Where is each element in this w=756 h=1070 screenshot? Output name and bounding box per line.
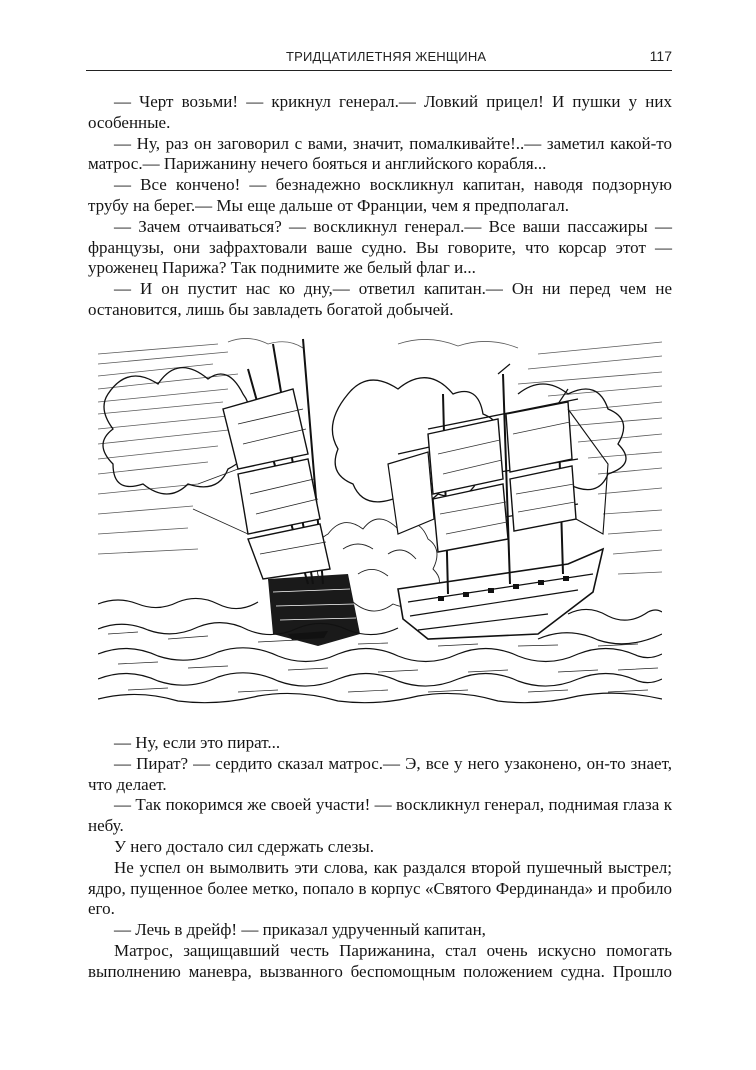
paragraph: Не успел он вымолвить эти слова, как раздался второй пушечный выстрел; ядро, пущенное более метко, попало в корпус «Святого Фердинанда» и пробило его. — [88, 857, 672, 919]
sea-hatching — [108, 632, 658, 692]
page-number: 117 — [649, 48, 672, 64]
paragraph: — Лечь в дрейф! — приказал удрученный капитан, — [114, 920, 486, 940]
paragraph: — Пират? — сердито сказал матрос.— Э, все у него узаконено, он-то знает, что делает. — [88, 753, 672, 794]
paragraph: У него достало сил сдержать слезы. — [114, 836, 374, 856]
paragraph: — Так покоримся же своей участи! — воскликнул генерал, поднимая глаза к небу. — [88, 795, 672, 836]
left-ship — [193, 339, 360, 646]
paragraph: — Все кончено! — безнадежно воскликнул капитан, наводя подзорную трубу на берег.— Мы еще дальше от Франции, чем я предполагал. — [88, 175, 672, 215]
paragraph: — Ну, если это пират... — [114, 733, 281, 752]
paragraph: — Черт возьми! — крикнул генерал.— Ловкий прицел! И пушки у них особенные. — [88, 92, 672, 132]
engraving-image — [98, 334, 662, 706]
text-block-top — [88, 92, 672, 321]
ship-battle-illustration — [98, 334, 662, 706]
paragraph: Матрос, защищавший честь Парижанина, стал очень искусно помогать выполнению маневра, вызванного беспомощным положением судна. Прошло — [88, 940, 672, 981]
right-ship — [388, 364, 608, 639]
paragraph: — Зачем отчаиваться? — воскликнул генерал.— Все ваши пассажиры — французы, они зафрахтовали ваше судно. Вы говорите, что корсар этот — уроженец Парижа? Так поднимите же белый флаг и... — [88, 216, 672, 278]
running-title: ТРИДЦАТИЛЕТНЯЯ ЖЕНЩИНА — [286, 49, 487, 64]
paragraph: — И он пустит нас ко дну,— ответил капитан.— Он ни перед чем не остановится, лишь бы завладеть богатой добычей. — [88, 279, 672, 319]
sea-waves — [98, 598, 662, 702]
text-block-bottom — [88, 733, 672, 983]
paragraph: — Ну, раз он заговорил с вами, значит, помалкивайте!..— заметил какой-то матрос.— Парижанину нечего бояться и английского корабля... — [88, 133, 672, 174]
running-header — [86, 48, 672, 71]
sky-hatching — [98, 338, 662, 574]
